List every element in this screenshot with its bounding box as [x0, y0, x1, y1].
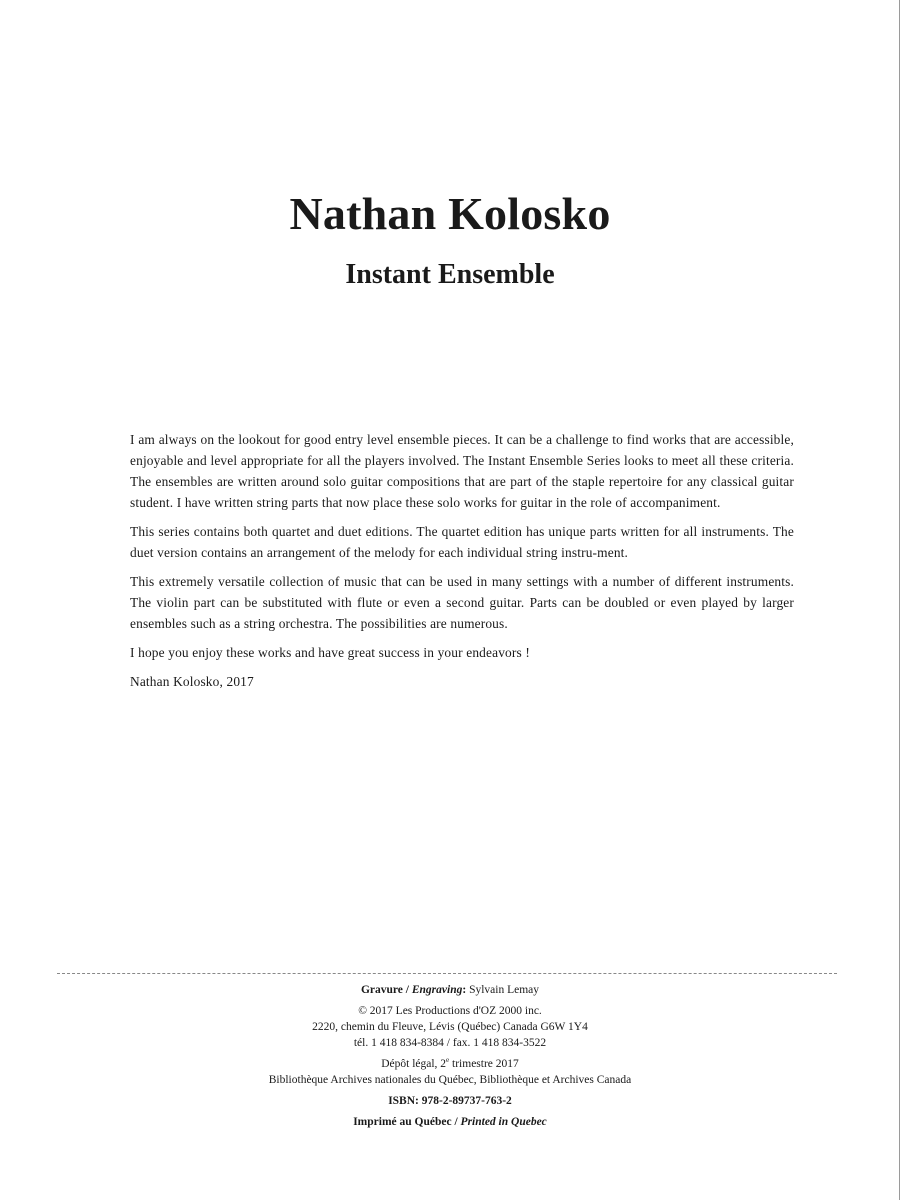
- collection-subtitle: Instant Ensemble: [345, 259, 555, 290]
- libraries-line: Bibliothèque Archives nationales du Québec, Bibliothèque et Archives Canada: [268, 1074, 632, 1086]
- author-title: Nathan Kolosko: [289, 188, 611, 239]
- legal-deposit-prefix: Dépôt légal, 2: [381, 1058, 447, 1070]
- isbn-line: ISBN: 978-2-89737-763-2: [388, 1095, 512, 1107]
- colophon-divider: [57, 973, 837, 974]
- engraver-name: Sylvain Lemay: [466, 984, 540, 996]
- introduction-text: [130, 429, 794, 700]
- printed-en: Printed in Quebec: [460, 1116, 547, 1128]
- intro-paragraph-3: This extremely versatile collection of music that can be used in many settings with a number of different instruments. The violin part can be substituted with flute or even a second guitar. Parts can be doubled or even played by larger ensembles such as a string orchestra. The possibilities are numerous.: [130, 574, 794, 631]
- publisher-address: 2220, chemin du Fleuve, Lévis (Québec) Canada G6W 1Y4: [312, 1021, 588, 1033]
- printed-fr: Imprimé au Québec: [353, 1116, 452, 1128]
- engraving-label-fr: Gravure: [360, 984, 403, 996]
- legal-deposit-sup: e: [446, 1056, 450, 1065]
- intro-paragraph-2: This series contains both quartet and duet editions. The quartet edition has unique parts written for all instruments. The duet version contains an arrangement of the melody for each individual string instru-ment.: [130, 524, 794, 560]
- engraving-separator: /: [402, 984, 412, 996]
- engraving-colon: :: [462, 984, 467, 996]
- publisher-phone: tél. 1 418 834-8384 / fax. 1 418 834-3522: [353, 1037, 547, 1049]
- colophon: [0, 982, 900, 1130]
- printed-separator: /: [451, 1116, 461, 1128]
- intro-paragraph-4: I hope you enjoy these works and have great success in your endeavors !: [130, 645, 530, 660]
- intro-paragraph-1: I am always on the lookout for good entry level ensemble pieces. It can be a challenge to find works that are accessible, enjoyable and level appropriate for all the players involved. The Instant Ensemble Series looks to meet all these criteria. The ensembles are written around solo guitar compositions that are part of the staple repertoire for any classical guitar student. I have written string parts that now place these solo works for guitar in the role of accompaniment.: [130, 432, 794, 510]
- engraving-label-en: Engraving: [411, 984, 463, 996]
- copyright-line: © 2017 Les Productions d'OZ 2000 inc.: [358, 1005, 542, 1017]
- printed-in-line: [0, 1114, 900, 1130]
- engraving-credit: [0, 982, 900, 998]
- legal-deposit: [0, 1056, 900, 1072]
- intro-signature: Nathan Kolosko, 2017: [130, 674, 254, 689]
- legal-deposit-suffix: trimestre 2017: [449, 1058, 519, 1070]
